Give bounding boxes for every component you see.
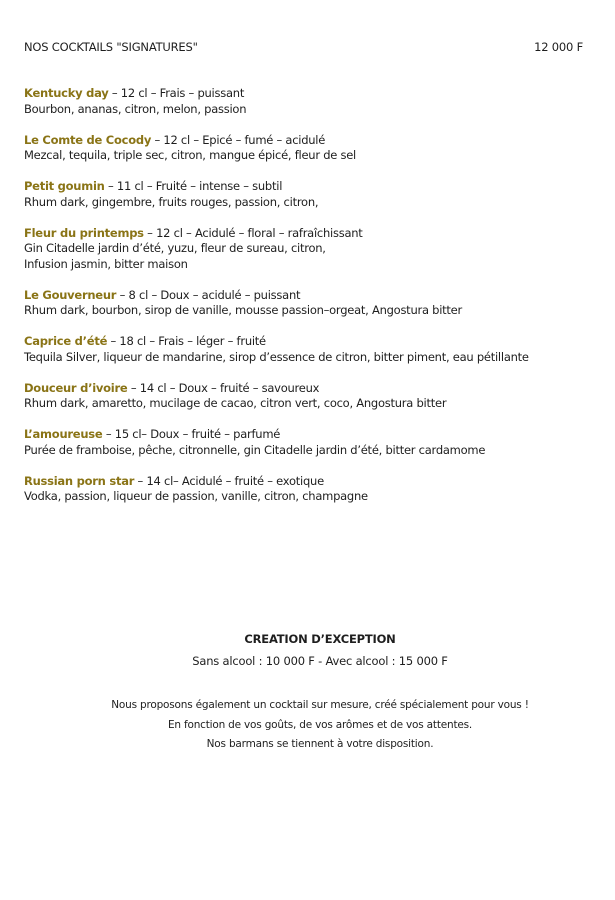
- cocktail-item: [24, 334, 604, 365]
- cocktail-name: Russian porn star: [24, 473, 135, 488]
- cocktail-ingredients: Mezcal, tequila, triple sec, citron, mangue épicé, fleur de sel: [24, 148, 356, 162]
- cocktail-ingredients: Tequila Silver, liqueur de mandarine, sirop d’essence de citron, bitter piment, eau pétillante: [24, 349, 529, 364]
- note-line: Nos barmans se tiennent à votre disposition.: [206, 738, 434, 750]
- cocktail-details: – 11 cl – Fruité – intense – subtil: [104, 179, 283, 193]
- cocktail-heading: [24, 288, 604, 304]
- cocktail-name: Caprice d’été: [24, 334, 108, 348]
- section-price: 12 000 F: [534, 40, 583, 54]
- cocktail-heading: [24, 427, 604, 443]
- cocktail-heading: [24, 226, 604, 242]
- cocktail-heading: [24, 381, 604, 397]
- cocktail-item: [24, 179, 604, 210]
- cocktail-item: [24, 133, 604, 164]
- cocktail-name: Kentucky day: [24, 86, 109, 100]
- cocktail-details: – 18 cl – Frais – léger – fruité: [107, 334, 266, 348]
- cocktail-heading: [24, 474, 604, 490]
- cocktail-details: – 14 cl – Doux – fruité – savoureux: [127, 380, 320, 395]
- cocktail-item: [24, 86, 604, 117]
- creation-section: [0, 632, 615, 668]
- note-line: En fonction de vos goûts, de vos arômes et de vos attentes.: [167, 718, 473, 731]
- menu-header: [24, 40, 583, 56]
- cocktail-item: [24, 288, 604, 319]
- cocktail-details: – 12 cl – Epicé – fumé – acidulé: [151, 132, 326, 147]
- cocktail-ingredients: Infusion jasmin, bitter maison: [24, 256, 188, 271]
- cocktail-item: [24, 381, 604, 412]
- cocktail-details: – 8 cl – Doux – acidulé – puissant: [116, 287, 301, 302]
- cocktail-list: [24, 86, 604, 520]
- cocktail-heading: [24, 334, 604, 350]
- cocktail-name: Douceur d’ivoire: [24, 380, 128, 395]
- cocktail-ingredients: Rhum dark, amaretto, mucilage de cacao, citron vert, coco, Angostura bitter: [24, 396, 447, 410]
- cocktail-details: – 12 cl – Acidulé – floral – rafraîchissant: [143, 225, 363, 240]
- cocktail-heading: [24, 86, 604, 102]
- cocktail-name: L’amoureuse: [24, 427, 103, 441]
- cocktail-name: Petit goumin: [24, 179, 105, 193]
- cocktail-item: [24, 474, 604, 505]
- cocktail-ingredients: Gin Citadelle jardin d’été, yuzu, fleur de sureau, citron,: [24, 241, 326, 255]
- cocktail-details: – 12 cl – Frais – puissant: [108, 86, 245, 100]
- cocktail-ingredients: Rhum dark, bourbon, sirop de vanille, mousse passion–orgeat, Angostura bitter: [24, 303, 462, 317]
- bespoke-note: [0, 696, 615, 755]
- cocktail-heading: [24, 133, 604, 149]
- cocktail-ingredients: Bourbon, ananas, citron, melon, passion: [24, 101, 247, 116]
- cocktail-name: Fleur du printemps: [24, 225, 144, 240]
- cocktail-item: [24, 427, 604, 458]
- creation-title: CREATION D’EXCEPTION: [244, 632, 396, 646]
- creation-prices: Sans alcool : 10 000 F - Avec alcool : 15 000 F: [192, 654, 448, 668]
- cocktail-name: Le Gouverneur: [24, 287, 117, 302]
- cocktail-name: Le Comte de Cocody: [24, 132, 152, 147]
- cocktail-item: [24, 226, 604, 273]
- cocktail-ingredients: Purée de framboise, pêche, citronnelle, gin Citadelle jardin d’été, bitter cardamome: [24, 442, 486, 457]
- cocktail-ingredients: Rhum dark, gingembre, fruits rouges, passion, citron,: [24, 194, 319, 209]
- note-line: Nous proposons également un cocktail sur mesure, créé spécialement pour vous !: [111, 699, 529, 711]
- cocktail-heading: [24, 179, 604, 195]
- cocktail-details: – 14 cl– Acidulé – fruité – exotique: [134, 473, 324, 488]
- cocktail-ingredients: Vodka, passion, liqueur de passion, vanille, citron, champagne: [24, 489, 368, 503]
- section-title: NOS COCKTAILS "SIGNATURES": [24, 40, 198, 54]
- cocktail-details: – 15 cl– Doux – fruité – parfumé: [102, 427, 281, 441]
